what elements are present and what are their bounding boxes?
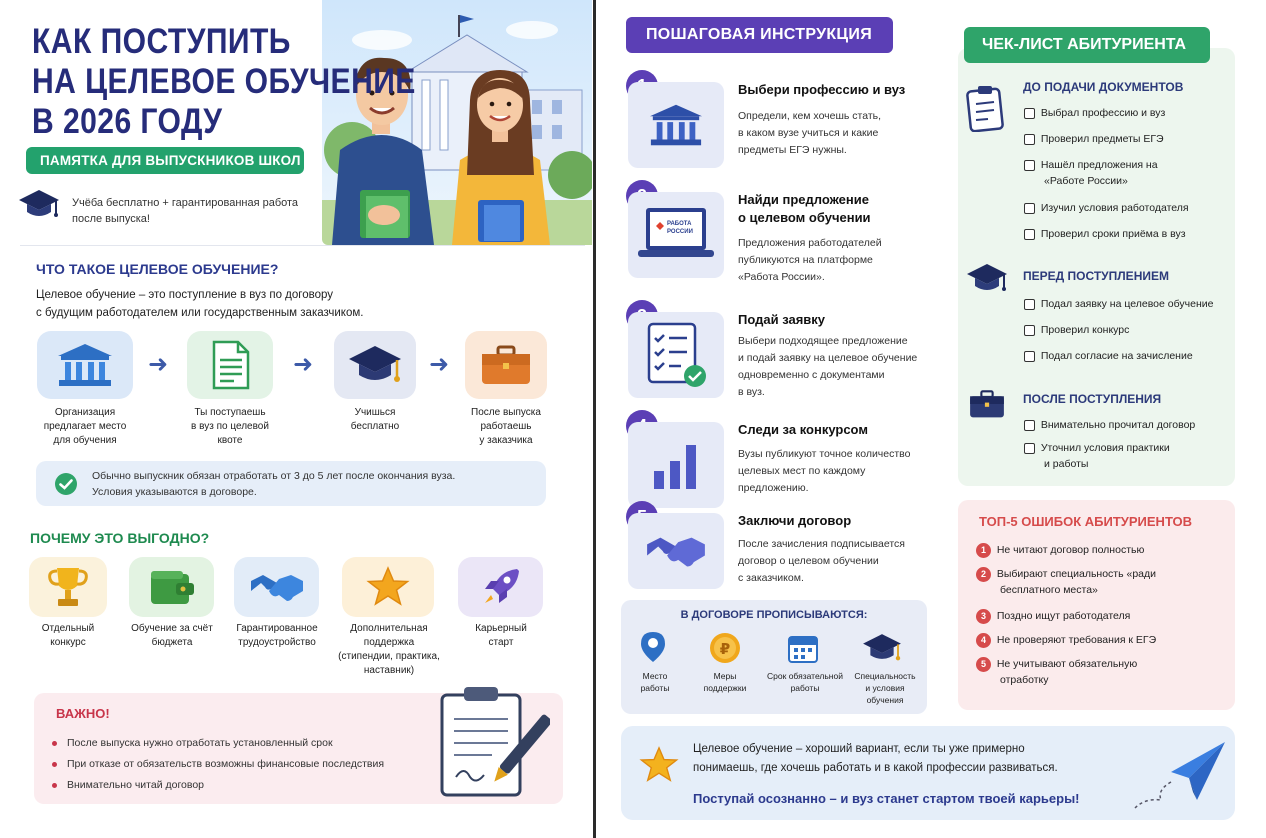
mistake-number: 2: [976, 567, 991, 582]
benefit-caption-line: бюджета: [151, 637, 193, 648]
step-text-line: Выбери подходящее предложение: [738, 335, 908, 347]
checklist-item-text: Проверил сроки приёма в вуз: [1040, 228, 1186, 240]
trophy-icon: [46, 564, 90, 610]
mistakes-list: [976, 542, 1226, 692]
checklist-item[interactable]: [1024, 157, 1229, 200]
mistake-text: Не учитывают обязательную: [996, 658, 1138, 670]
what-is-text: [36, 286, 363, 322]
checkbox[interactable]: [1024, 351, 1035, 362]
checklist-item[interactable]: [1024, 296, 1229, 322]
laptop-icon: [638, 206, 714, 264]
step-icon-box: [628, 312, 724, 398]
important-item-text: После выпуска нужно отработать установленный срок: [67, 737, 333, 749]
briefcase-icon: [968, 386, 1006, 427]
contract-caption-line: поддержки: [703, 683, 747, 693]
benefit-caption-2: [124, 622, 220, 650]
benefit-caption-line: конкурс: [50, 637, 86, 648]
what-line-1: Целевое обучение – это поступление в вуз по договору: [36, 289, 334, 301]
benefit-caption-3: [229, 622, 325, 650]
checkbox[interactable]: [1024, 108, 1035, 119]
page-title-line-3: В 2026 ГОДУ: [32, 102, 223, 141]
flow-caption-line: бесплатно: [350, 421, 400, 432]
checklist-item[interactable]: [1024, 200, 1229, 226]
briefcase-icon: [479, 343, 533, 387]
svg-text:₽: ₽: [719, 640, 731, 658]
bar-chart-icon: [650, 439, 702, 491]
benefit-caption-line: трудоустройство: [238, 637, 316, 648]
mistake-item: [976, 632, 1226, 656]
obligation-note: [36, 461, 546, 506]
contract-caption-line: Срок обязательной: [767, 671, 843, 681]
mistake-item: [976, 608, 1226, 632]
step-title-line: Подай заявку: [738, 312, 826, 327]
note-line-2: Условия указываются в договоре.: [92, 486, 257, 498]
arrow-right-icon: ➜: [429, 351, 450, 378]
checklist-group-2: [1024, 296, 1229, 374]
benefit-caption-line: поддержка: [363, 637, 415, 648]
step-text-line: и подай заявку на целевое обучение: [738, 352, 918, 364]
flow-caption-line: для обучения: [53, 435, 117, 446]
checklist-item-text: Нашёл предложения на: [1040, 159, 1158, 171]
flow-caption-line: Организация: [54, 407, 116, 418]
step-text-line: с заказчиком.: [738, 572, 804, 584]
checklist-item[interactable]: [1024, 226, 1229, 252]
footer-line-2: понимаешь, где хочешь работать и в какой профессии развиваться.: [693, 762, 1058, 774]
mistake-item: [976, 566, 1226, 608]
benefit-box-1: [29, 557, 107, 617]
checkbox[interactable]: [1024, 420, 1035, 431]
mistake-text: Поздно ищут работодателя: [996, 610, 1131, 622]
step-text-line: в вуз.: [738, 386, 765, 398]
handshake-icon: [249, 569, 305, 605]
step-title-line: Выбери профессию и вуз: [738, 82, 906, 97]
step-icon-box: [628, 192, 724, 278]
checklist-item-text: Выбрал профессию и вуз: [1040, 107, 1166, 119]
paper-plane-icon: [1131, 738, 1227, 815]
step-text-line: публикуются на платформе: [738, 254, 873, 266]
contract-clipboard-icon: [432, 681, 550, 806]
benefit-caption-4: [330, 622, 448, 678]
check-circle-icon: [54, 472, 78, 501]
important-item: [52, 775, 384, 796]
star-icon: [366, 566, 410, 608]
calendar-icon: [787, 632, 819, 669]
checklist-item-text: и работы: [1044, 458, 1089, 470]
checklist-item-text: Подал заявку на целевое обучение: [1040, 298, 1214, 310]
checklist-item-text: Проверил конкурс: [1040, 324, 1130, 336]
graduation-cap-icon: [347, 343, 403, 387]
benefit-caption-line: старт: [488, 637, 514, 648]
checklist-item[interactable]: [1024, 440, 1229, 474]
footer-line-1: Целевое обучение – хороший вариант, если ты уже примерно: [693, 743, 1025, 755]
flow-caption-line: Учишься: [354, 407, 396, 418]
flow-caption-line: Ты поступаешь: [194, 407, 266, 418]
arrow-right-icon: ➜: [148, 351, 169, 378]
flow-box-work: [465, 331, 547, 399]
mistake-number: 4: [976, 633, 991, 648]
checklist-item[interactable]: [1024, 348, 1229, 374]
checklist-item-text: Проверил предметы ЕГЭ: [1040, 133, 1164, 145]
graduation-cap-icon: [861, 632, 903, 669]
step-title: [738, 191, 938, 227]
step-text: [738, 536, 938, 587]
flow-box-study: [334, 331, 416, 399]
important-item: [52, 733, 384, 754]
footer-cta: Поступай осознанно – и вуз станет стартом твоей карьеры!: [693, 791, 1080, 806]
important-box: [34, 693, 563, 804]
step-title: [738, 421, 938, 439]
mistake-number: 5: [976, 657, 991, 672]
benefit-caption-line: наставник): [363, 665, 415, 676]
checkbox[interactable]: [1024, 229, 1035, 240]
flow-caption-line: работаешь: [480, 421, 532, 432]
steps-title-banner: ПОШАГОВАЯ ИНСТРУКЦИЯ: [626, 17, 893, 53]
top-mistakes-box: [958, 500, 1235, 710]
checklist-item[interactable]: [1024, 131, 1229, 157]
mistake-text: бесплатного места»: [1000, 584, 1098, 596]
checklist-group-1: [1024, 105, 1229, 252]
step-text-line: целевых мест по каждому: [738, 465, 866, 477]
step-icon-box: [628, 422, 724, 508]
flow-caption-1: [37, 406, 133, 448]
graduation-cap-icon: [18, 188, 60, 227]
checkbox[interactable]: [1024, 299, 1035, 310]
page-title-line-2: НА ЦЕЛЕВОЕ ОБУЧЕНИЕ: [32, 62, 416, 101]
benefit-caption-line: Дополнительная: [350, 623, 428, 634]
flow-box-enroll: [187, 331, 273, 399]
bullet-icon: [52, 762, 57, 767]
step-title-line: о целевом обучении: [738, 210, 871, 225]
flow-caption-3: [330, 406, 420, 434]
checklist-item-text: Уточнил условия практики: [1040, 442, 1170, 454]
benefit-caption-1: [24, 622, 112, 650]
mistake-item: [976, 656, 1226, 692]
benefit-caption-line: (стипендии, практика,: [338, 651, 440, 662]
checkbox[interactable]: [1024, 134, 1035, 145]
checklist-title-banner: ЧЕК-ЛИСТ АБИТУРИЕНТА: [964, 27, 1210, 63]
contract-caption-line: работы: [640, 683, 670, 693]
step-title-line: Заключи договор: [738, 513, 852, 528]
important-item-text: Внимательно читай договор: [67, 779, 205, 791]
map-pin-icon: [639, 630, 667, 669]
page-title-line-1: КАК ПОСТУПИТЬ: [32, 22, 291, 61]
important-item: [52, 754, 384, 775]
handshake-icon: [642, 531, 710, 571]
mistake-text: отработку: [1000, 674, 1049, 686]
mistake-text: Выбирают специальность «ради: [996, 568, 1157, 580]
contract-caption-line: Место: [642, 671, 668, 681]
contract-caption-line: и условия: [865, 683, 905, 693]
contract-caption-line: Специальность: [854, 671, 916, 681]
important-title: ВАЖНО!: [56, 706, 110, 721]
checkbox[interactable]: [1024, 443, 1035, 454]
ruble-coin-icon: [709, 632, 741, 669]
important-list: [52, 733, 384, 796]
benefit-box-4: [342, 557, 434, 617]
graduation-cap-icon: [966, 262, 1008, 301]
laptop-logo-line-2: РОССИИ: [667, 229, 693, 235]
step-icon-box: [628, 513, 724, 589]
benefit-caption-line: Обучение за счёт: [131, 623, 213, 634]
arrow-right-icon: ➜: [293, 351, 314, 378]
checklist-group-3: [1024, 417, 1229, 474]
contract-item-caption: [761, 670, 849, 694]
mistake-number: 1: [976, 543, 991, 558]
checklist-group-title: ПЕРЕД ПОСТУПЛЕНИЕМ: [1023, 269, 1169, 283]
step-title: [738, 81, 938, 99]
checklist-group-title: ДО ПОДАЧИ ДОКУМЕНТОВ: [1023, 80, 1184, 94]
checklist-item[interactable]: [1024, 322, 1229, 348]
note-text: [92, 468, 455, 500]
step-title: [738, 311, 938, 329]
step-text: [738, 235, 938, 286]
subtitle-banner: ПАМЯТКА ДЛЯ ВЫПУСКНИКОВ ШКОЛ: [26, 147, 304, 174]
step-text: [738, 446, 938, 497]
step-text: [738, 333, 938, 401]
step-text-line: одновременно с документами: [738, 369, 885, 381]
step-text-line: «Работа России».: [738, 271, 825, 283]
mistakes-title: ТОП-5 ОШИБОК АБИТУРИЕНТОВ: [979, 514, 1193, 529]
flow-caption-line: После выпуска: [471, 407, 541, 418]
why-title: ПОЧЕМУ ЭТО ВЫГОДНО?: [30, 530, 210, 546]
checklist-item-text: Изучил условия работодателя: [1040, 202, 1189, 214]
flow-caption-line: в вуз по целевой: [191, 421, 269, 432]
intro-line-2: после выпуска!: [72, 213, 150, 225]
contract-terms-box: [621, 600, 927, 714]
benefit-box-5: [458, 557, 543, 617]
step-text-line: Предложения работодателей: [738, 237, 882, 249]
contract-title: В ДОГОВОРЕ ПРОПИСЫВАЮТСЯ:: [680, 609, 868, 621]
checklist-item-text: «Работе России»: [1044, 175, 1128, 187]
contract-caption-line: Меры: [713, 671, 737, 681]
checkbox[interactable]: [1024, 160, 1035, 171]
checklist-item[interactable]: [1024, 105, 1229, 131]
benefit-caption-line: Гарантированное: [236, 623, 318, 634]
contract-item-caption: [693, 670, 757, 694]
section-divider: [20, 245, 585, 246]
intro-text: [72, 195, 298, 227]
footer-text: [693, 740, 1058, 778]
wallet-icon: [148, 568, 196, 606]
contract-caption-line: обучения: [866, 695, 904, 705]
benefit-caption-line: Карьерный: [475, 623, 527, 634]
document-icon: [210, 340, 250, 390]
star-icon: [639, 746, 679, 789]
flow-box-organization: [37, 331, 133, 399]
flow-caption-line: квоте: [217, 435, 243, 446]
step-text-line: в каком вузе учиться и какие: [738, 127, 879, 139]
hero-illustration: [322, 0, 592, 245]
flow-caption-line: предлагает место: [43, 421, 127, 432]
bank-icon: [56, 342, 114, 388]
checklist-item[interactable]: [1024, 417, 1229, 440]
bullet-icon: [52, 783, 57, 788]
step-icon-box: [628, 82, 724, 168]
note-line-1: Обычно выпускник обязан отработать от 3 до 5 лет после окончания вуза.: [92, 470, 456, 482]
clipboard-icon: [966, 84, 1006, 137]
contract-item-caption: [849, 670, 921, 706]
step-text-line: предложению.: [738, 482, 809, 494]
bank-icon: [648, 102, 704, 148]
step-text-line: Определи, кем хочешь стать,: [738, 110, 882, 122]
checklist-group-title: ПОСЛЕ ПОСТУПЛЕНИЯ: [1023, 392, 1162, 406]
step-text-line: После зачисления подписывается: [738, 538, 905, 550]
checkbox[interactable]: [1024, 203, 1035, 214]
step-title: [738, 512, 938, 530]
mistake-text: Не проверяют требования к ЕГЭ: [996, 634, 1157, 646]
checklist-icon: [643, 320, 709, 390]
footer-banner: [621, 726, 1235, 820]
step-text-line: предметы ЕГЭ нужны.: [738, 144, 847, 156]
checklist-item-text: Подал согласие на зачисление: [1040, 350, 1193, 362]
page-divider: [593, 0, 596, 838]
flow-caption-line: у заказчика: [479, 435, 533, 446]
step-text-line: договор о целевом обучении: [738, 555, 879, 567]
step-title-line: Следи за конкурсом: [738, 422, 868, 437]
mistake-item: [976, 542, 1226, 566]
laptop-logo-line-1: РАБОТА: [667, 221, 692, 227]
step-text-line: Вузы публикуют точное количество: [738, 448, 911, 460]
bullet-icon: [52, 741, 57, 746]
checklist-item-text: Внимательно прочитал договор: [1040, 419, 1196, 431]
flow-caption-2: [180, 406, 280, 448]
benefit-caption-line: Отдельный: [41, 623, 95, 634]
checkbox[interactable]: [1024, 325, 1035, 336]
flow-caption-4: [460, 406, 552, 448]
contract-caption-line: работы: [790, 683, 820, 693]
benefit-box-3: [234, 557, 319, 617]
intro-line-1: Учёба бесплатно + гарантированная работа: [72, 197, 299, 209]
benefit-box-2: [129, 557, 214, 617]
what-is-title: ЧТО ТАКОЕ ЦЕЛЕВОЕ ОБУЧЕНИЕ?: [36, 261, 279, 277]
mistake-number: 3: [976, 609, 991, 624]
rocket-icon: [479, 565, 523, 609]
important-item-text: При отказе от обязательств возможны финансовые последствия: [67, 758, 385, 770]
step-text: [738, 108, 938, 159]
step-title-line: Найди предложение: [738, 192, 869, 207]
what-line-2: с будущим работодателем или государственным заказчиком.: [36, 307, 364, 319]
mistake-text: Не читают договор полностью: [996, 544, 1145, 556]
contract-item-caption: [627, 670, 683, 694]
benefit-caption-5: [453, 622, 549, 650]
